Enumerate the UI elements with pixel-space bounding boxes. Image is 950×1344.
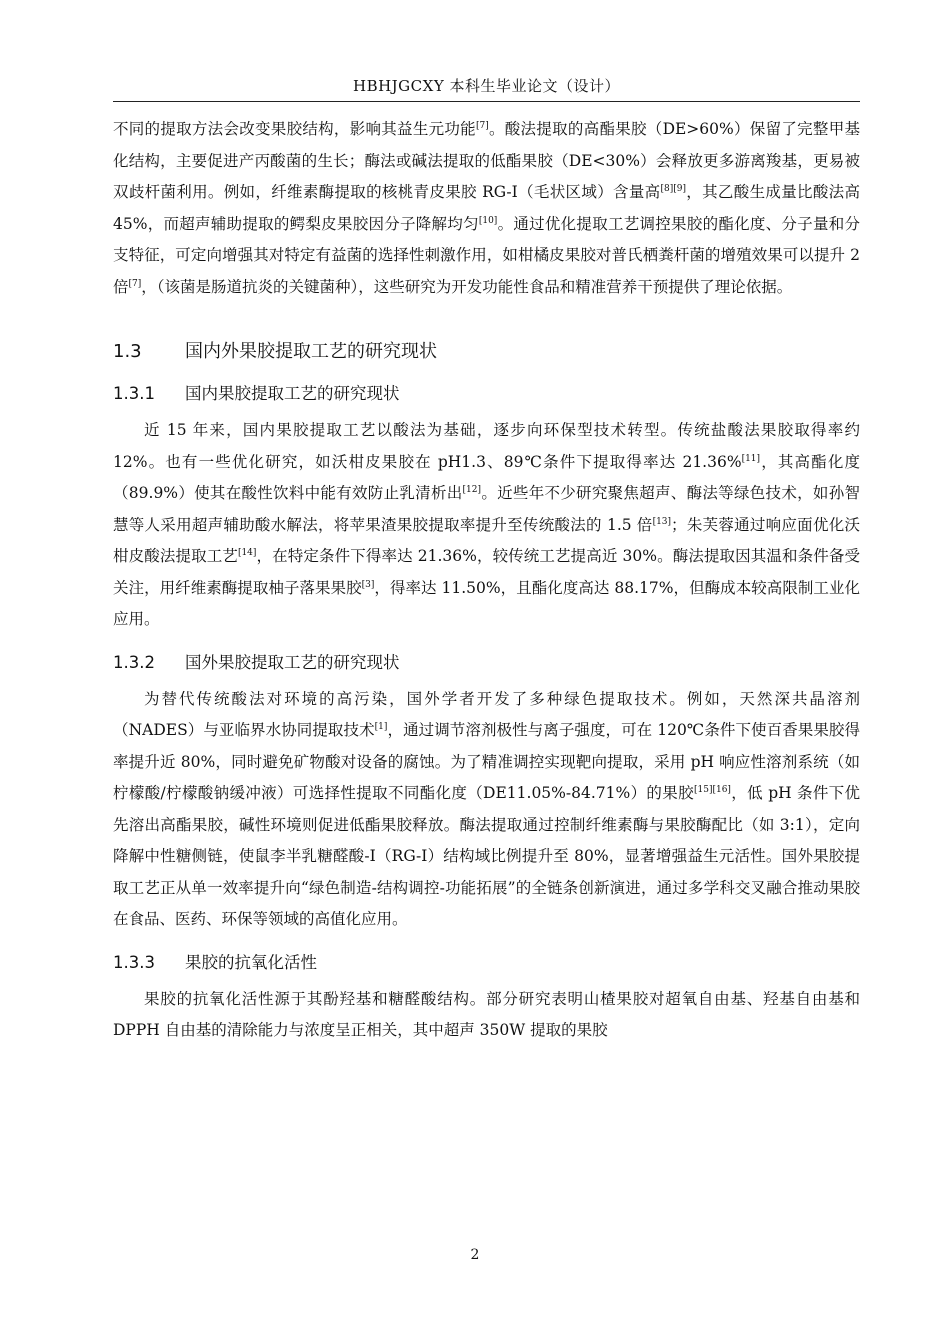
section-heading-1-3-3 [113,948,860,978]
citation[interactable]: [7] [475,121,489,131]
paragraph-foreign-extraction: 为替代传统酸法对环境的高污染，国外学者开发了多种绿色提取技术。例如，天然深共晶溶剂（NADES）与亚临界水协同提取技术[1]，通过调节溶剂极性与离子强度，可在 120℃条件下使百香果果胶得率提升近 80%，同时避免矿物酸对设备的腐蚀。为了精准调控实现靶向提取，采用 pH 响应性溶剂系统（如柠檬酸/柠檬酸钠缓冲液）可选择性提取不同酯化度（DE11.05%-84.71%）的果胶[15][16]，低 pH 条件下优先溶出高酯果胶，碱性环境则促进低酯果胶释放。酶法提取通过控制纤维素酶与果胶酶配比（如 3:1），定向降解中性糖侧链，使鼠李半乳糖醛酸-I（RG-I）结构域比例提升至 80%，显著增强益生元活性。国外果胶提取工艺正从单一效率提升向“绿色制造-结构调控-功能拓展”的全链条创新演进，通过多学科交叉融合推动果胶在食品、医药、环保等领域的高值化应用。 [113,689,861,928]
section-title: 国内果胶提取工艺的研究现状 [185,384,400,403]
section-heading-1-3-1 [113,379,860,409]
section-number: 1.3.1 [113,384,155,403]
citation[interactable]: [10] [478,215,498,226]
page-body [113,114,860,1047]
citation[interactable]: [15][16] [693,785,731,795]
citation[interactable]: [7] [128,278,142,289]
section-number: 1.3.3 [113,952,155,972]
paragraph-prebiotic-structure: 不同的提取方法会改变果胶结构，影响其益生元功能[7]。酸法提取的高酯果胶（DE>60%）保留了完整甲基化结构，主要促进产丙酸菌的生长；酶法或碱法提取的低酯果胶（DE<30%）会释放更多游离羧基，更易被双歧杆菌利用。例如，纤维素酶提取的核桃青皮果胶 RG-I（毛状区域）含量高[8][9]，其乙酸生成量比酸法高 45%，而超声辅助提取的鳄梨皮果胶因分子降解均匀[10]。通过优化提取工艺调控果胶的酯化度、分子量和分支特征，可定向增强其对特定有益菌的选择性刺激作用，如柑橘皮果胶对普氏栖粪杆菌的增殖效果可以提升 2 倍[7]，（该菌是肠道抗炎的关键菌种），这些研究为开发功能性食品和精准营养干预提供了理论依据。 [113,120,860,296]
citation[interactable]: [3] [361,579,375,590]
section-number: 1.3 [113,341,142,362]
citation[interactable]: [13] [652,516,672,527]
citation[interactable]: [8][9] [660,184,686,194]
section-number: 1.3.2 [113,652,155,672]
page-header: HBHJGCXY 本科生毕业论文（设计） [352,77,620,95]
section-heading-1-3 [113,337,860,367]
citation[interactable]: [1] [374,722,388,732]
header-rule [113,101,860,102]
paragraph-antioxidant: 果胶的抗氧化活性源于其酚羟基和糖醛酸结构。部分研究表明山楂果胶对超氧自由基、羟基自由基和 DPPH 自由基的清除能力与浓度呈正相关，其中超声 350W 提取的果胶 [113,989,860,1039]
section-title: 国内外果胶提取工艺的研究现状 [185,341,437,362]
citation[interactable]: [14] [237,548,257,558]
section-title: 果胶的抗氧化活性 [185,952,317,972]
citation[interactable]: [12] [462,485,482,495]
section-heading-1-3-2 [113,648,860,678]
citation[interactable]: [11] [741,453,761,464]
page-number: 2 [470,1247,480,1263]
section-title: 国外果胶提取工艺的研究现状 [185,652,400,672]
paragraph-domestic-extraction: 近 15 年来，国内果胶提取工艺以酸法为基础，逐步向环保型技术转型。传统盐酸法果胶取得率约 12%。也有一些优化研究，如沃柑皮果胶在 pH1.3、89℃条件下提取得率达 21.36%[11]，其高酯化度（89.9%）使其在酸性饮料中能有效防止乳清析出[12]。近些年不少研究聚焦超声、酶法等绿色技术，如孙智慧等人采用超声辅助酸水解法，将苹果渣果胶提取率提升至传统酸法的 1.5 倍[13]；朱芙蓉通过响应面优化沃柑皮酸法提取工艺[14]，在特定条件下得率达 21.36%，较传统工艺提高近 30%。酶法提取因其温和条件备受关注，用纤维素酶提取柚子落果果胶[3]，得率达 11.50%，且酯化度高达 88.17%，但酶成本较高限制工业化应用。 [113,421,860,628]
